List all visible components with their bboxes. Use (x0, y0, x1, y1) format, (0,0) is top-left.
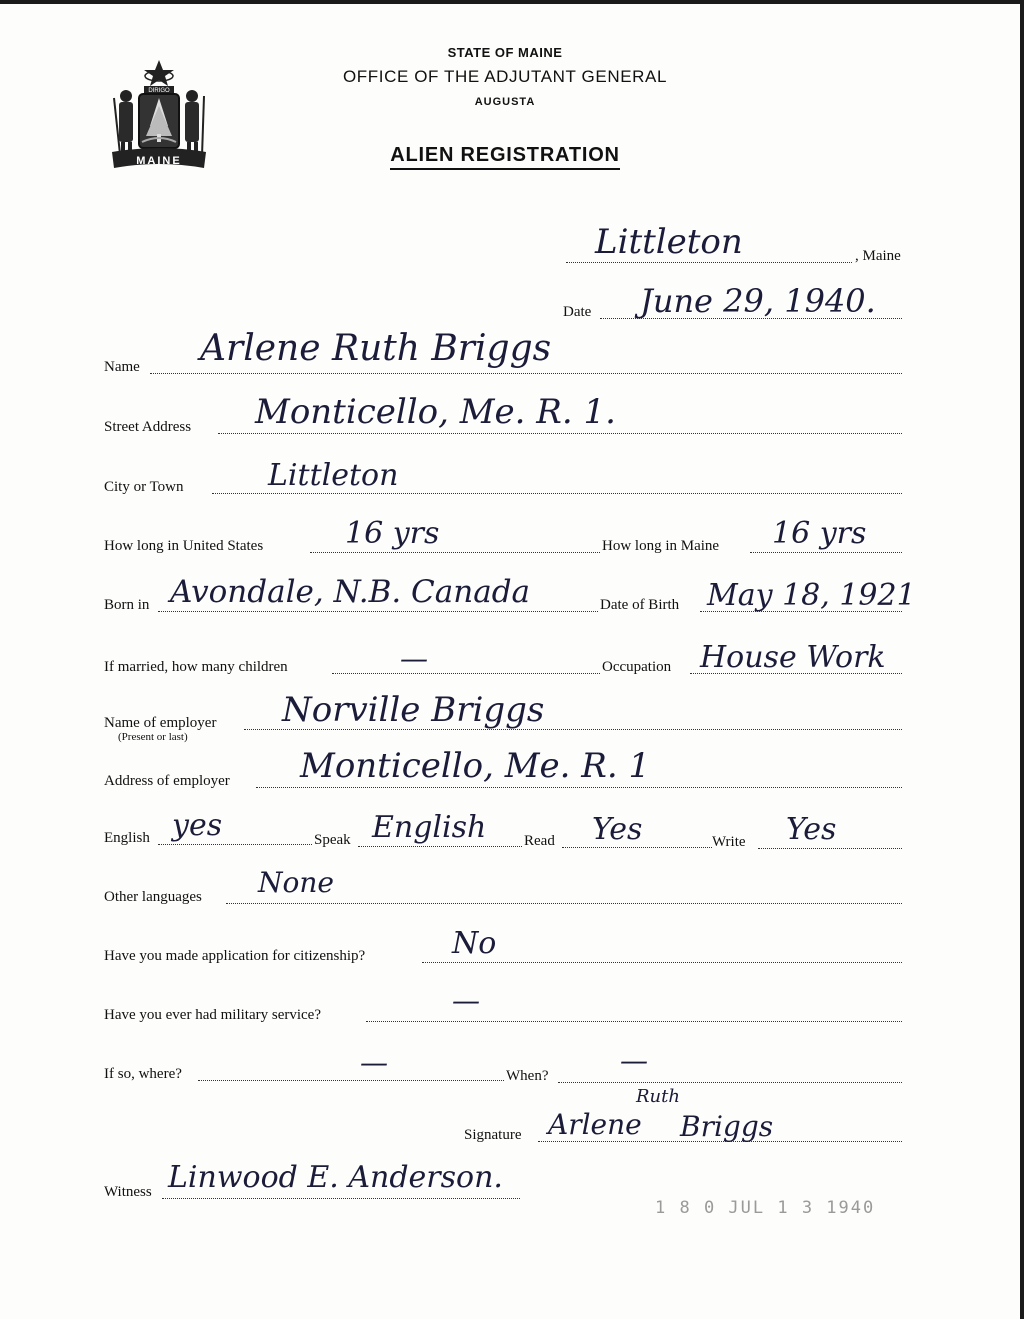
signature-middle: Ruth (636, 1086, 680, 1107)
other-languages-label: Other languages (104, 889, 202, 905)
employer-address-label: Address of employer (104, 773, 230, 789)
signature-label: Signature (464, 1127, 522, 1143)
born-in-label: Born in (104, 597, 150, 613)
witness-value: Linwood E. Anderson. (168, 1160, 503, 1195)
employer-name-value: Norville Briggs (282, 690, 545, 730)
state-heading: STATE OF MAINE (447, 45, 563, 60)
office-heading: OFFICE OF THE ADJUTANT GENERAL (342, 67, 668, 86)
name-value: Arlene Ruth Briggs (200, 328, 552, 369)
read-label: Read (524, 833, 555, 849)
when-label: When? (506, 1068, 549, 1084)
date-value: June 29, 1940. (640, 282, 876, 320)
english-label: English (104, 830, 150, 846)
when-value: — (620, 1044, 648, 1077)
street-address-label: Street Address (104, 419, 192, 435)
street-address-value: Monticello, Me. R. 1. (255, 392, 616, 432)
citizenship-value: No (452, 926, 497, 961)
occupation-value: House Work (700, 640, 886, 675)
svg-text:DIRIGO: DIRIGO (148, 88, 170, 94)
svg-text:MAINE: MAINE (136, 155, 182, 167)
when-line (558, 1082, 902, 1083)
signature-first: Arlene (548, 1108, 642, 1141)
city-line (212, 493, 902, 494)
english-line (158, 844, 312, 845)
town-value: Littleton (595, 222, 743, 262)
employer-name-label: Name of employer (104, 715, 217, 731)
occupation-label: Occupation (602, 659, 672, 675)
military-label: Have you ever had military service? (104, 1007, 321, 1023)
form-title: ALIEN REGISTRATION (0, 144, 1010, 167)
married-children-line (332, 673, 600, 674)
how-long-maine-label: How long in Maine (602, 538, 720, 554)
city-value: Littleton (268, 458, 399, 493)
how-long-maine-value: 16 yrs (772, 516, 867, 551)
scan-edge-right (1020, 0, 1024, 1319)
other-languages-line (226, 903, 902, 904)
english-value: yes (172, 808, 223, 843)
married-children-label: If married, how many children (104, 659, 288, 675)
how-long-us-value: 16 yrs (345, 516, 440, 551)
born-in-value: Avondale, N.B. Canada (170, 574, 531, 610)
how-long-maine-line (750, 552, 902, 553)
city-label: City or Town (104, 479, 184, 495)
street-address-line (218, 433, 902, 434)
employer-address-value: Monticello, Me. R. 1 (300, 746, 651, 786)
read-line (562, 847, 712, 848)
employer-address-line (256, 787, 902, 788)
citizenship-label: Have you made application for citizenship? (104, 948, 366, 964)
name-line (150, 373, 902, 374)
scan-edge-top (0, 0, 1024, 4)
city-heading: AUGUSTA (474, 96, 536, 108)
speak-value: English (372, 810, 487, 845)
name-label: Name (104, 359, 140, 375)
speak-label: Speak (314, 832, 351, 848)
date-label: Date (563, 304, 592, 320)
if-so-where-value: — (360, 1046, 388, 1079)
date-of-birth-value: May 18, 1921 (707, 578, 916, 613)
state-suffix-label: , Maine (855, 248, 901, 264)
write-value: Yes (786, 812, 837, 847)
received-date-stamp: 1 8 0 JUL 1 3 1940 (655, 1198, 876, 1218)
born-in-line (158, 611, 598, 612)
if-so-where-label: If so, where? (104, 1066, 182, 1082)
write-label: Write (712, 834, 746, 850)
married-children-value: — (400, 642, 428, 675)
military-value: — (452, 984, 480, 1017)
citizenship-line (422, 962, 902, 963)
if-so-where-line (198, 1080, 504, 1081)
read-value: Yes (592, 812, 643, 847)
how-long-us-line (310, 552, 600, 553)
signature-last: Briggs (680, 1110, 774, 1143)
witness-label: Witness (104, 1184, 152, 1200)
other-languages-value: None (258, 866, 334, 899)
speak-line (358, 846, 522, 847)
military-line (366, 1021, 902, 1022)
how-long-us-label: How long in United States (104, 538, 264, 554)
date-of-birth-label: Date of Birth (600, 597, 680, 613)
employer-note: (Present or last) (118, 731, 188, 743)
town-line (566, 262, 852, 263)
witness-line (162, 1198, 520, 1199)
write-line (758, 848, 902, 849)
